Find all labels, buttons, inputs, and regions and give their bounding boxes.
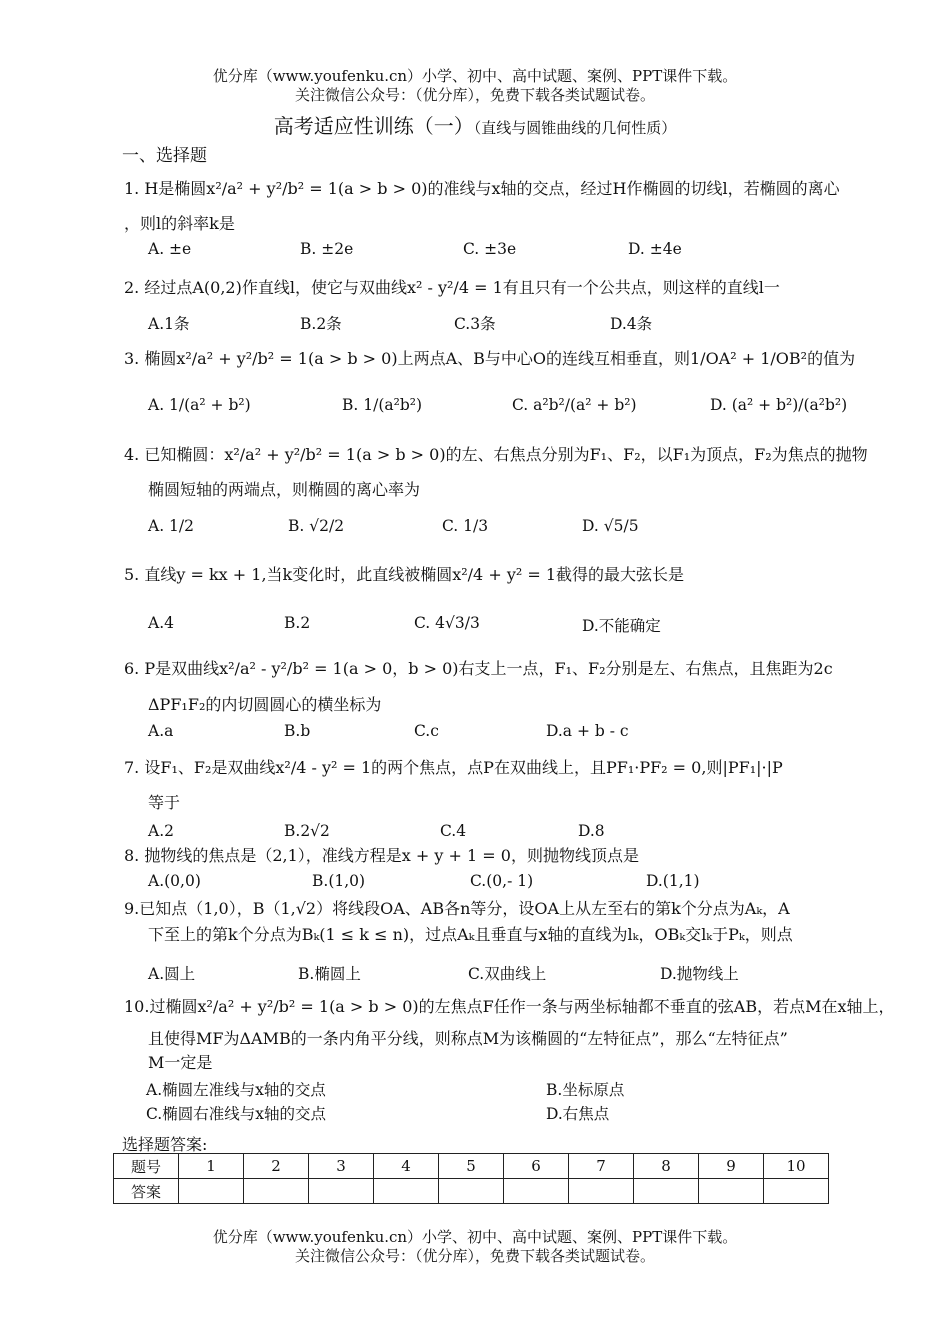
- question-1-stem: 1. H是椭圆x²/a² + y²/b² = 1(a > b > 0)的准线与x轴的交点，经过H作椭圆的切线l，若椭圆的离心: [124, 179, 840, 198]
- q5-option-b: B.2: [284, 614, 311, 632]
- question-3-stem: 3. 椭圆x²/a² + y²/b² = 1(a > b > 0)上两点A、B与中心O的连线互相垂直，则1/OA² + 1/OB²的值为: [124, 349, 856, 368]
- q6-option-a: A.a: [148, 722, 174, 740]
- answer-table-number: 10: [764, 1154, 829, 1179]
- q6-option-b: B.b: [284, 722, 311, 740]
- title-sub: （直线与圆锥曲线的几何性质）: [473, 119, 677, 137]
- q2-option-a: A.1条: [148, 315, 190, 333]
- answer-table-number: 4: [374, 1154, 439, 1179]
- question-6-stem: 6. P是双曲线x²/a² - y²/b² = 1(a > 0，b > 0)右支上一点，F₁、F₂分别是左、右焦点，且焦距为2c: [124, 659, 833, 678]
- q10-option-b: B.坐标原点: [546, 1081, 625, 1099]
- q2-option-d: D.4条: [610, 315, 653, 333]
- q1-option-b: B. ±2e: [300, 240, 354, 258]
- q9-option-a: A.圆上: [148, 965, 196, 983]
- q3-option-d: D. (a² + b²)/(a²b²): [710, 396, 848, 414]
- q7-option-b: B.2√2: [284, 822, 330, 840]
- answer-cell[interactable]: [244, 1179, 309, 1204]
- q10-option-a: A.椭圆左准线与x轴的交点: [146, 1081, 326, 1099]
- question-8-stem: 8. 抛物线的焦点是（2,1），准线方程是x + y + 1 = 0，则抛物线顶点是: [124, 846, 639, 865]
- q6-option-d: D.a + b - c: [546, 722, 629, 740]
- title-main: 高考适应性训练（一）: [273, 114, 474, 138]
- q9-option-c: C.双曲线上: [468, 965, 547, 983]
- q5-option-a: A.4: [148, 614, 174, 632]
- q8-option-b: B.(1,0): [312, 872, 366, 890]
- site-footer-line1: 优分库（www.youfenku.cn）小学、初中、高中试题、案例、PPT课件下载。: [212, 1228, 738, 1246]
- answer-table-number: 5: [439, 1154, 504, 1179]
- answer-cell[interactable]: [634, 1179, 699, 1204]
- question-9-stem: 9.已知点（1,0），B（1,√2）将线段OA、AB各n等分，设OA上从左至右的第k个分点为Aₖ，A: [124, 899, 790, 918]
- question-6-stem-cont: ΔPF₁F₂的内切圆圆心的横坐标为: [148, 695, 382, 714]
- answer-cell[interactable]: [504, 1179, 569, 1204]
- answer-cell[interactable]: [764, 1179, 829, 1204]
- answer-table-row-answers: [114, 1179, 829, 1204]
- question-10-stem: 10.过椭圆x²/a² + y²/b² = 1(a > b > 0)的左焦点F任作一条与两坐标轴都不垂直的弦AB，若点M在x轴上，: [124, 997, 895, 1016]
- answer-table-header-answer: 答案: [114, 1179, 179, 1204]
- answer-table-number: 3: [309, 1154, 374, 1179]
- question-2-stem: 2. 经过点A(0,2)作直线l，使它与双曲线x² - y²/4 = 1有且只有一个公共点，则这样的直线l一: [124, 278, 780, 297]
- answer-cell[interactable]: [699, 1179, 764, 1204]
- question-7-stem: 7. 设F₁、F₂是双曲线x²/4 - y² = 1的两个焦点，点P在双曲线上，且PF₁·PF₂ = 0,则|PF₁|·|P: [124, 758, 783, 777]
- section-heading: 一、选择题: [122, 146, 207, 166]
- q1-option-a: A. ±e: [148, 240, 192, 258]
- answer-cell[interactable]: [179, 1179, 244, 1204]
- q5-option-c: C. 4√3/3: [414, 614, 480, 632]
- answer-cell[interactable]: [439, 1179, 504, 1204]
- answer-table-row-numbers: [114, 1154, 829, 1179]
- q4-option-b: B. √2/2: [288, 517, 345, 535]
- answer-cell[interactable]: [309, 1179, 374, 1204]
- answer-cell[interactable]: [374, 1179, 439, 1204]
- q7-option-c: C.4: [440, 822, 467, 840]
- question-5-stem: 5. 直线y = kx + 1,当k变化时，此直线被椭圆x²/4 + y² = 1截得的最大弦长是: [124, 565, 685, 584]
- q7-option-d: D.8: [578, 822, 605, 840]
- q2-option-b: B.2条: [300, 315, 342, 333]
- q8-option-c: C.(0,- 1): [470, 872, 534, 890]
- q4-option-d: D. √5/5: [582, 517, 639, 535]
- answer-table-number: 8: [634, 1154, 699, 1179]
- site-header-line1: 优分库（www.youfenku.cn）小学、初中、高中试题、案例、PPT课件下载。: [212, 67, 738, 85]
- q3-option-c: C. a²b²/(a² + b²): [512, 396, 637, 414]
- answer-cell[interactable]: [569, 1179, 634, 1204]
- question-9-stem-cont: 下至上的第k个分点为Bₖ(1 ≤ k ≤ n)，过点Aₖ且垂直与x轴的直线为lₖ，OBₖ交lₖ于Pₖ，则点: [148, 925, 793, 944]
- site-header-line2: 关注微信公众号：（优分库），免费下载各类试题试卷。: [294, 86, 655, 104]
- q1-option-d: D. ±4e: [628, 240, 682, 258]
- q6-option-c: C.c: [414, 722, 439, 740]
- site-footer-line2: 关注微信公众号：（优分库），免费下载各类试题试卷。: [294, 1247, 655, 1265]
- question-4-stem: 4. 已知椭圆：x²/a² + y²/b² = 1(a > b > 0)的左、右焦点分别为F₁、F₂，以F₁为顶点，F₂为焦点的抛物: [124, 445, 868, 464]
- answer-table-number: 9: [699, 1154, 764, 1179]
- answer-table-number: 1: [179, 1154, 244, 1179]
- page-title: [0, 110, 950, 139]
- q8-option-a: A.(0,0): [148, 872, 201, 890]
- question-4-stem-cont: 椭圆短轴的两端点，则椭圆的离心率为: [148, 480, 421, 499]
- answer-section-label: 选择题答案:: [122, 1135, 208, 1154]
- q4-option-a: A. 1/2: [148, 517, 194, 535]
- question-10-stem-cont2: M一定是: [148, 1053, 213, 1072]
- q3-option-b: B. 1/(a²b²): [342, 396, 423, 414]
- q4-option-c: C. 1/3: [442, 517, 489, 535]
- question-1-stem-cont: ，则l的斜率k是: [124, 214, 235, 233]
- q10-option-c: C.椭圆右准线与x轴的交点: [146, 1105, 326, 1123]
- answer-table-number: 7: [569, 1154, 634, 1179]
- q5-option-d: D.不能确定: [582, 617, 661, 635]
- q10-option-d: D.右焦点: [546, 1105, 610, 1123]
- q3-option-a: A. 1/(a² + b²): [148, 396, 251, 414]
- q9-option-b: B.椭圆上: [298, 965, 361, 983]
- answer-table-number: 2: [244, 1154, 309, 1179]
- q2-option-c: C.3条: [454, 315, 496, 333]
- answer-table: [113, 1153, 829, 1204]
- q1-option-c: C. ±3e: [463, 240, 517, 258]
- q9-option-d: D.抛物线上: [660, 965, 739, 983]
- question-7-stem-cont: 等于: [148, 793, 181, 812]
- q8-option-d: D.(1,1): [646, 872, 700, 890]
- answer-table-header-number: 题号: [114, 1154, 179, 1179]
- question-10-stem-cont: 且使得MF为ΔAMB的一条内角平分线，则称点M为该椭圆的“左特征点”，那么“左特征点”: [148, 1029, 788, 1048]
- q7-option-a: A.2: [148, 822, 174, 840]
- answer-table-number: 6: [504, 1154, 569, 1179]
